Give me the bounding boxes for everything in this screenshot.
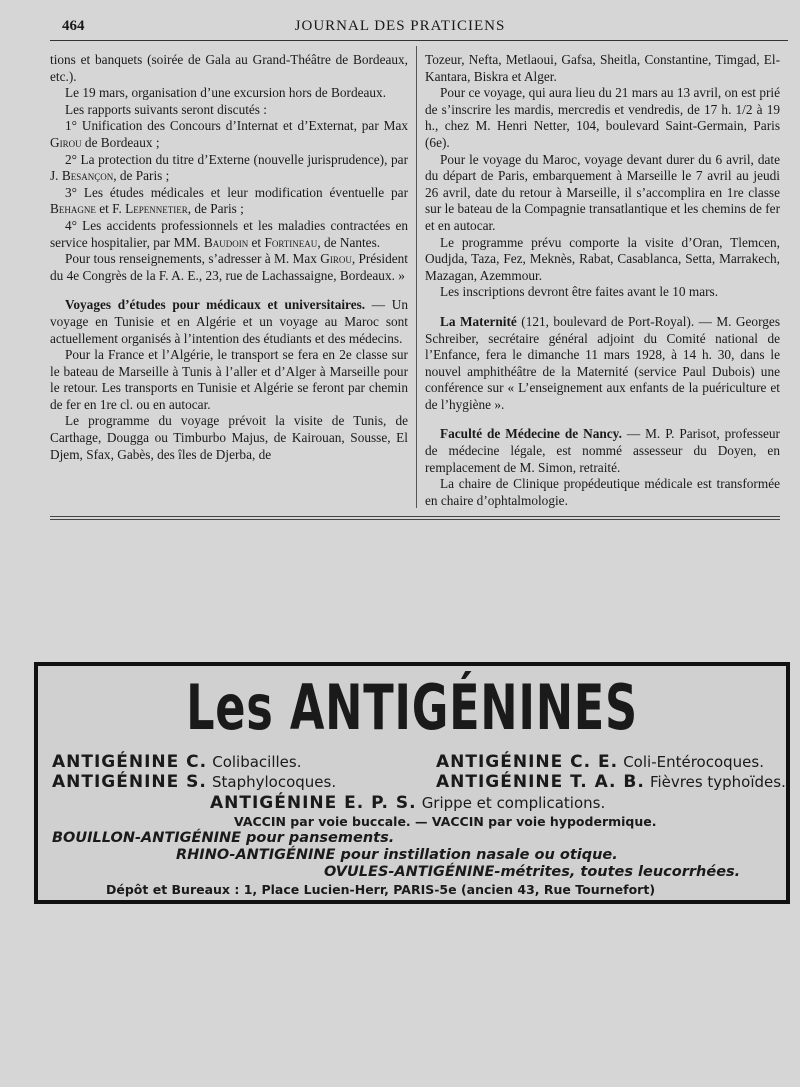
paragraph: tions et banquets (soirée de Gala au Grand-Théâtre de Bordeaux, etc.). [50, 52, 408, 84]
product-line [52, 772, 336, 792]
section-heading: Faculté de Médecine de Nancy. [440, 426, 622, 442]
journal-title: JOURNAL DES PRATICIENS [294, 18, 506, 34]
text: , de Paris ; [113, 168, 170, 184]
paragraph: Le 19 mars, organisation d’une excursion hors de Bordeaux. [65, 85, 387, 101]
depot-address: Dépôt et Bureaux : 1, Place Lucien-Herr, PARIS-5e (ancien 43, Rue Tournefort) [106, 882, 656, 897]
product-name: ANTIGÉNINE T. A. B. [436, 772, 645, 792]
author-name: Lepennetier [125, 201, 188, 217]
text: , de Nantes. [317, 234, 381, 250]
right-column [425, 52, 780, 509]
product-indication: Staphylocoques. [211, 773, 337, 791]
paragraph: Pour la France et l’Algérie, le transport se fera en 2e classe sur le bateau de Marseille à Tunis à l’aller et d’Alger à Marseille pour le retour. Les transports en Tunisie et Algérie se feront par chemin de fer en 1re cl. ou en autocar. [50, 347, 408, 412]
paragraph: Le programme prévu comporte la visite d’Oran, Tlemcen, Oudjda, Taza, Fez, Meknès, Rabat, Casablanca, Setta, Marrakech, Mazagan, Azemmour. [425, 234, 780, 283]
text: 2° La protection du titre d’Externe (nouvelle jurisprudence), par J. [50, 151, 408, 184]
section-heading: Voyages d’études pour médicaux et universitaires. [65, 297, 366, 313]
text: et [248, 234, 265, 250]
text: 4° Les accidents professionnels et les maladies contractées en service hospitalier, par MM. [50, 217, 408, 250]
paragraph: Le programme du voyage prévoit la visite de Tunis, de Carthage, Dougga ou Timburbo Majus, de Kairouan, Sousse, El Djem, Sfax, Gabès, des îles de Djerba, de [50, 413, 408, 462]
voyages-section [50, 297, 408, 347]
product-indication: Colibacilles. [212, 753, 302, 771]
product-name: ANTIGÉNINE E. P. S. [210, 793, 417, 813]
text: 3° Les études médicales et leur modification éventuelle par [65, 184, 408, 200]
report-item [50, 118, 408, 151]
header-rule [50, 40, 788, 41]
antigenines-advertisement [34, 662, 790, 904]
vaccin-line: VACCIN par voie buccale. — VACCIN par voie hypodermique. [234, 814, 657, 829]
author-name: Behagne [50, 201, 96, 217]
product-name: ANTIGÉNINE C. E. [436, 752, 619, 772]
author-name: Girou [50, 134, 82, 150]
paragraph: Pour ce voyage, qui aura lieu du 21 mars au 13 avril, on est prié de s’inscrire les mardis, mercredis et vendredis, de 17 h. 1/2 à 19 h., chez M. Henri Netter, 104, boulevard Saint-Germain, Paris (6e). [425, 85, 780, 150]
text: — M. P. Parisot, professeur de médecine légale, est nommé assesseur du Doyen, en remplacement de M. Simon, retraité. [425, 426, 780, 475]
rule [50, 519, 780, 520]
text: et F. [95, 201, 126, 217]
product-line [436, 752, 764, 772]
author-name: Besançon [61, 168, 114, 184]
report-item [50, 152, 408, 185]
ad-title: Les ANTIGÉNINES [186, 671, 638, 744]
product-indication: Grippe et complications. [421, 794, 606, 812]
paragraph [50, 251, 408, 284]
product-line [52, 752, 301, 772]
nancy-section [425, 426, 780, 476]
paragraph: Les inscriptions devront être faites avant le 10 mars. [440, 284, 719, 300]
text: de Bordeaux ; [81, 134, 160, 150]
ovules-line: OVULES-ANTIGÉNINE-métrites, toutes leucorrhées. [324, 864, 741, 880]
report-item [50, 218, 408, 251]
text: 1° Unification des Concours d’Internat et d’Externat, par Max [65, 118, 408, 134]
product-name: ANTIGÉNINE C. [52, 752, 208, 772]
text: , Président du 4e Congrès de la F. A. E., 23, rue de Lachassaigne, Bordeaux. » [50, 251, 408, 283]
section-heading: La Maternité [440, 313, 517, 329]
paragraph: Pour le voyage du Maroc, voyage devant durer du 6 avril, date du départ de Paris, embarquement à Marseille le 7 avril au jeudi 26 avril, date du retour à Marseille, il s’accomplira en 1re classe sur le bateau de la Compagnie transatlantique et les chemins de fer et en autocar. [425, 151, 780, 233]
product-indication: Coli-Entérocoques. [623, 753, 764, 771]
product-name: ANTIGÉNINE S. [52, 772, 207, 792]
text: , de Paris ; [187, 201, 244, 217]
product-line [436, 772, 786, 792]
column-end-rules [50, 516, 780, 522]
text: Pour tous renseignements, s’adresser à M. Max [65, 251, 321, 267]
product-line [210, 793, 605, 813]
text: (121, boulevard de Port-Royal). — M. Georges Schreiber, secrétaire général adjoint du Comité national de l’Enfance, fera le dimanche 11 mars 1928, à 14 h. 30, dans le nouvel amphithéâtre de la Maternité (service Paul Dubois) une conférence sur « L’enseignement aux enfants de la puériculture et de l’hygiène ». [425, 313, 780, 412]
rhino-line: RHINO-ANTIGÉNINE pour instillation nasale ou otique. [176, 847, 618, 863]
product-indication: Fièvres typhoïdes. [649, 773, 786, 791]
column-divider [416, 46, 417, 508]
maternite-section [425, 314, 780, 414]
rule [50, 516, 780, 517]
page-number: 464 [62, 18, 85, 34]
author-name: Girou [320, 251, 352, 267]
author-name: Baudoin [203, 234, 249, 250]
paragraph: La chaire de Clinique propédeutique médicale est transformée en chaire d’ophtalmologie. [425, 476, 780, 508]
text: — Un voyage en Tunisie et en Algérie et un voyage au Maroc sont actuellement organisés à l’intention des étudiants et des médecins. [50, 297, 408, 346]
bouillon-line: BOUILLON-ANTIGÉNINE pour pansements. [52, 830, 395, 846]
report-item [50, 185, 408, 218]
paragraph: Les rapports suivants seront discutés : [65, 101, 268, 117]
left-column [50, 52, 408, 463]
paragraph: Tozeur, Nefta, Metlaoui, Gafsa, Sheitla, Constantine, Timgad, El-Kantara, Biskra et Alger. [425, 52, 780, 84]
author-name: Fortineau [264, 234, 318, 250]
